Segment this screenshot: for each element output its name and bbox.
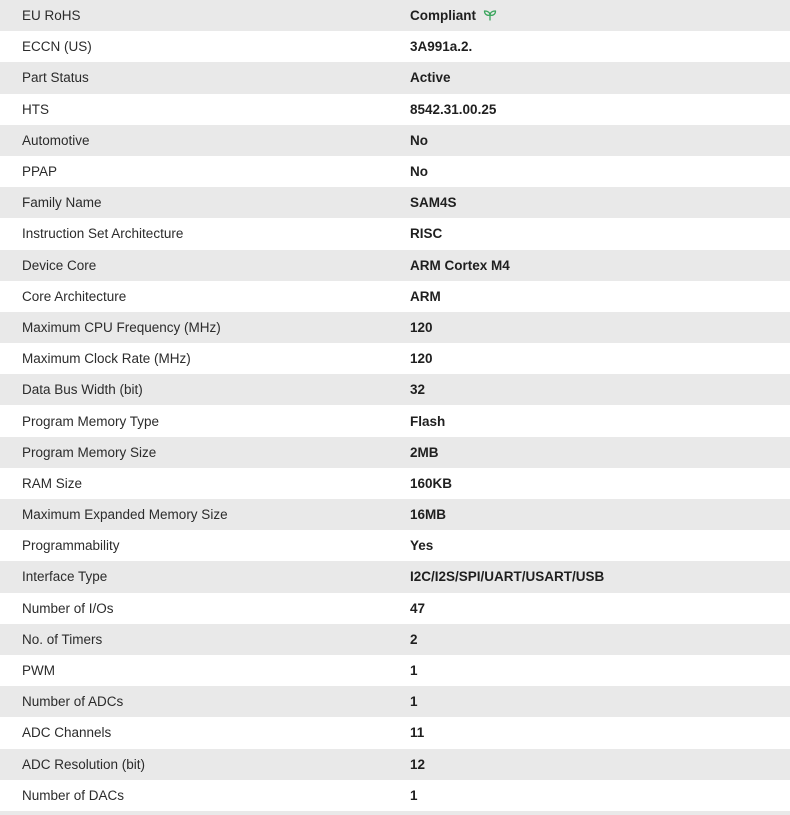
table-row bbox=[0, 530, 790, 561]
table-row bbox=[0, 655, 790, 686]
spec-label: Core Architecture bbox=[22, 288, 127, 304]
spec-value: 160KB bbox=[410, 475, 453, 491]
spec-label: EU RoHS bbox=[22, 8, 81, 24]
spec-label: ADC Resolution (bit) bbox=[22, 756, 146, 772]
spec-label: Part Status bbox=[22, 70, 89, 86]
table-row bbox=[0, 561, 790, 592]
table-row bbox=[0, 0, 790, 31]
table-row bbox=[0, 312, 790, 343]
spec-value: 11 bbox=[410, 725, 425, 741]
spec-label: Interface Type bbox=[22, 569, 108, 585]
table-row bbox=[0, 624, 790, 655]
spec-label: Instruction Set Architecture bbox=[22, 226, 184, 242]
table-row bbox=[0, 218, 790, 249]
spec-value: I2C/I2S/SPI/UART/USART/USB bbox=[410, 569, 605, 585]
spec-value: Flash bbox=[410, 413, 446, 429]
spec-value: 12 bbox=[410, 756, 426, 772]
spec-value: 2 bbox=[410, 631, 418, 647]
spec-label: Number of DACs bbox=[22, 787, 125, 803]
spec-label: Automotive bbox=[22, 132, 90, 148]
spec-value: ARM bbox=[410, 288, 441, 304]
spec-value: No bbox=[410, 164, 428, 180]
table-row bbox=[0, 187, 790, 218]
spec-value: RISC bbox=[410, 226, 443, 242]
spec-label: PWM bbox=[22, 663, 55, 679]
table-row bbox=[0, 780, 790, 811]
table-row bbox=[0, 125, 790, 156]
table-row bbox=[0, 405, 790, 436]
table-row bbox=[0, 62, 790, 93]
spec-label: Number of ADCs bbox=[22, 694, 124, 710]
spec-value: 3A991a.2. bbox=[410, 39, 473, 55]
spec-label: Program Memory Type bbox=[22, 413, 160, 429]
table-row bbox=[0, 468, 790, 499]
spec-value: 1 bbox=[410, 663, 418, 679]
spec-label: Maximum Clock Rate (MHz) bbox=[22, 351, 191, 367]
spec-value: 1 bbox=[410, 787, 418, 803]
spec-label: Device Core bbox=[22, 257, 97, 273]
spec-value: No bbox=[410, 132, 428, 148]
spec-value: 120 bbox=[410, 319, 433, 335]
spec-value: 120 bbox=[410, 351, 433, 367]
spec-label: Maximum CPU Frequency (MHz) bbox=[22, 319, 221, 335]
spec-label: Family Name bbox=[22, 195, 102, 211]
table-row bbox=[0, 94, 790, 125]
spec-label: Program Memory Size bbox=[22, 444, 157, 460]
spec-label: HTS bbox=[22, 101, 49, 117]
spec-value: 8542.31.00.25 bbox=[410, 101, 497, 117]
table-row bbox=[0, 374, 790, 405]
spec-label: Programmability bbox=[22, 538, 120, 554]
spec-label: Maximum Expanded Memory Size bbox=[22, 507, 228, 523]
spec-label: ADC Channels bbox=[22, 725, 112, 741]
spec-value: ARM Cortex M4 bbox=[410, 257, 510, 273]
spec-value bbox=[410, 0, 790, 31]
table-row bbox=[0, 686, 790, 717]
table-row bbox=[0, 156, 790, 187]
spec-value: SAM4S bbox=[410, 195, 457, 211]
table-row bbox=[0, 250, 790, 281]
spec-label: Number of I/Os bbox=[22, 600, 114, 616]
spec-value: 47 bbox=[410, 600, 426, 616]
spec-label: Data Bus Width (bit) bbox=[22, 382, 143, 398]
spec-label: No. of Timers bbox=[22, 631, 103, 647]
spec-value-text: Compliant bbox=[410, 8, 476, 24]
table-row bbox=[0, 343, 790, 374]
spec-label: PPAP bbox=[22, 164, 58, 180]
table-row bbox=[0, 31, 790, 62]
table-row bbox=[0, 717, 790, 748]
table-row bbox=[0, 281, 790, 312]
spec-value: 1 bbox=[410, 694, 418, 710]
table-row bbox=[0, 593, 790, 624]
leaf-icon bbox=[483, 9, 497, 21]
spec-value: Active bbox=[410, 70, 451, 86]
spec-value: 32 bbox=[410, 382, 426, 398]
spec-value: Yes bbox=[410, 538, 434, 554]
table-row bbox=[0, 499, 790, 530]
table-row bbox=[0, 749, 790, 780]
spec-value: 16MB bbox=[410, 507, 447, 523]
spec-label: RAM Size bbox=[22, 475, 83, 491]
next-row-edge bbox=[0, 811, 790, 815]
table-row bbox=[0, 437, 790, 468]
spec-label: ECCN (US) bbox=[22, 39, 92, 55]
spec-value: 2MB bbox=[410, 444, 439, 460]
